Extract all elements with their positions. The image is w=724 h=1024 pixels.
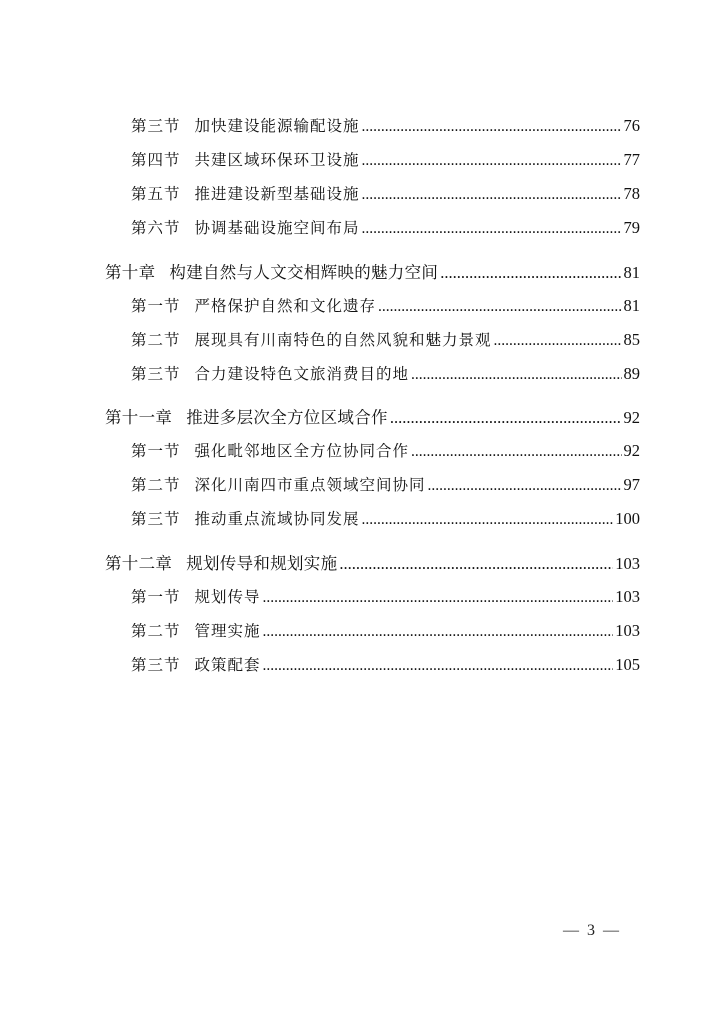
toc-entry[interactable] <box>131 473 640 495</box>
toc-entry-number: 第三节 <box>131 510 181 528</box>
toc-entry-title: 共建区域环保环卫设施 <box>194 151 360 169</box>
toc-entry-page: 103 <box>615 587 640 606</box>
toc-entry-page: 103 <box>615 621 640 640</box>
toc-entry-page: 100 <box>615 509 640 528</box>
toc-entry-page: 89 <box>623 364 640 383</box>
toc-entry-number: 第二节 <box>131 476 181 494</box>
toc-entry-page: 81 <box>623 296 640 315</box>
toc-entry-title: 政策配套 <box>194 656 261 674</box>
toc-entry-title: 推动重点流域协同发展 <box>194 510 360 528</box>
toc-entry-number: 第一节 <box>131 588 181 606</box>
toc-entry[interactable] <box>131 216 640 238</box>
toc-entry[interactable] <box>131 114 640 136</box>
dot-leader <box>411 366 621 384</box>
toc-entry[interactable] <box>131 439 640 461</box>
dot-leader <box>440 263 621 283</box>
toc-entry-title: 管理实施 <box>194 622 261 640</box>
dot-leader <box>362 511 614 529</box>
toc-entry-number: 第六节 <box>131 219 181 237</box>
toc-chapter[interactable] <box>105 404 640 428</box>
dot-leader <box>263 623 614 641</box>
toc-chapter-page: 103 <box>615 554 640 573</box>
toc-entry-number: 第三节 <box>131 365 181 383</box>
toc-entry[interactable] <box>131 294 640 316</box>
toc-chapter[interactable] <box>105 259 640 283</box>
dot-leader <box>428 477 622 495</box>
toc-entry[interactable] <box>131 653 640 675</box>
toc-entry-title: 深化川南四市重点领域空间协同 <box>194 476 426 494</box>
toc-entry-page: 105 <box>615 655 640 674</box>
toc-entry[interactable] <box>131 619 640 641</box>
toc-entry-page: 77 <box>623 150 640 169</box>
dot-leader <box>390 408 622 428</box>
toc-chapter-number: 第十二章 <box>105 554 173 573</box>
toc-entry[interactable] <box>131 507 640 529</box>
toc-entry-title: 规划传导 <box>194 588 261 606</box>
toc-chapter-page: 92 <box>623 408 640 427</box>
toc-entry-number: 第四节 <box>131 151 181 169</box>
toc-chapter[interactable] <box>105 550 640 574</box>
toc-entry-title: 强化毗邻地区全方位协同合作 <box>194 442 410 460</box>
dot-leader <box>263 589 614 607</box>
toc-entry-title: 严格保护自然和文化遗存 <box>194 297 377 315</box>
toc-entry-page: 76 <box>623 116 640 135</box>
dot-leader <box>411 443 621 461</box>
toc-entry-page: 85 <box>623 330 640 349</box>
toc-entry-title: 推进建设新型基础设施 <box>194 185 360 203</box>
toc-entry-number: 第一节 <box>131 297 181 315</box>
page-number: — 3 — <box>563 922 621 939</box>
toc-chapter-title: 规划传导和规划实施 <box>186 554 338 573</box>
dot-leader <box>378 298 621 316</box>
toc-entry-title: 协调基础设施空间布局 <box>194 219 360 237</box>
toc-entry-number: 第三节 <box>131 117 181 135</box>
toc-entry-page: 78 <box>623 184 640 203</box>
toc-entry-page: 92 <box>623 441 640 460</box>
dot-leader <box>339 554 613 574</box>
toc-entry-number: 第一节 <box>131 442 181 460</box>
dot-leader <box>362 118 622 136</box>
toc-entry-number: 第五节 <box>131 185 181 203</box>
toc-entry-title: 展现具有川南特色的自然风貌和魅力景观 <box>194 331 492 349</box>
toc-entry[interactable] <box>131 182 640 204</box>
dot-leader <box>362 186 622 204</box>
toc-chapter-number: 第十一章 <box>105 408 173 427</box>
toc-entry-number: 第二节 <box>131 331 181 349</box>
toc-entry[interactable] <box>131 585 640 607</box>
dot-leader <box>263 657 614 675</box>
dot-leader <box>362 220 622 238</box>
toc-entry-page: 79 <box>623 218 640 237</box>
toc-chapter-page: 81 <box>623 263 640 282</box>
toc-entry-page: 97 <box>623 475 640 494</box>
toc-entry[interactable] <box>131 362 640 384</box>
toc-entry[interactable] <box>131 328 640 350</box>
toc-entry-title: 加快建设能源输配设施 <box>194 117 360 135</box>
dot-leader <box>494 332 622 350</box>
toc-entry-number: 第三节 <box>131 656 181 674</box>
toc-chapter-number: 第十章 <box>105 263 156 282</box>
toc-chapter-title: 推进多层次全方位区域合作 <box>186 408 388 427</box>
toc-entry[interactable] <box>131 148 640 170</box>
toc-entry-title: 合力建设特色文旅消费目的地 <box>194 365 410 383</box>
toc-chapter-title: 构建自然与人文交相辉映的魅力空间 <box>169 263 439 282</box>
dot-leader <box>362 152 622 170</box>
toc-entry-number: 第二节 <box>131 622 181 640</box>
